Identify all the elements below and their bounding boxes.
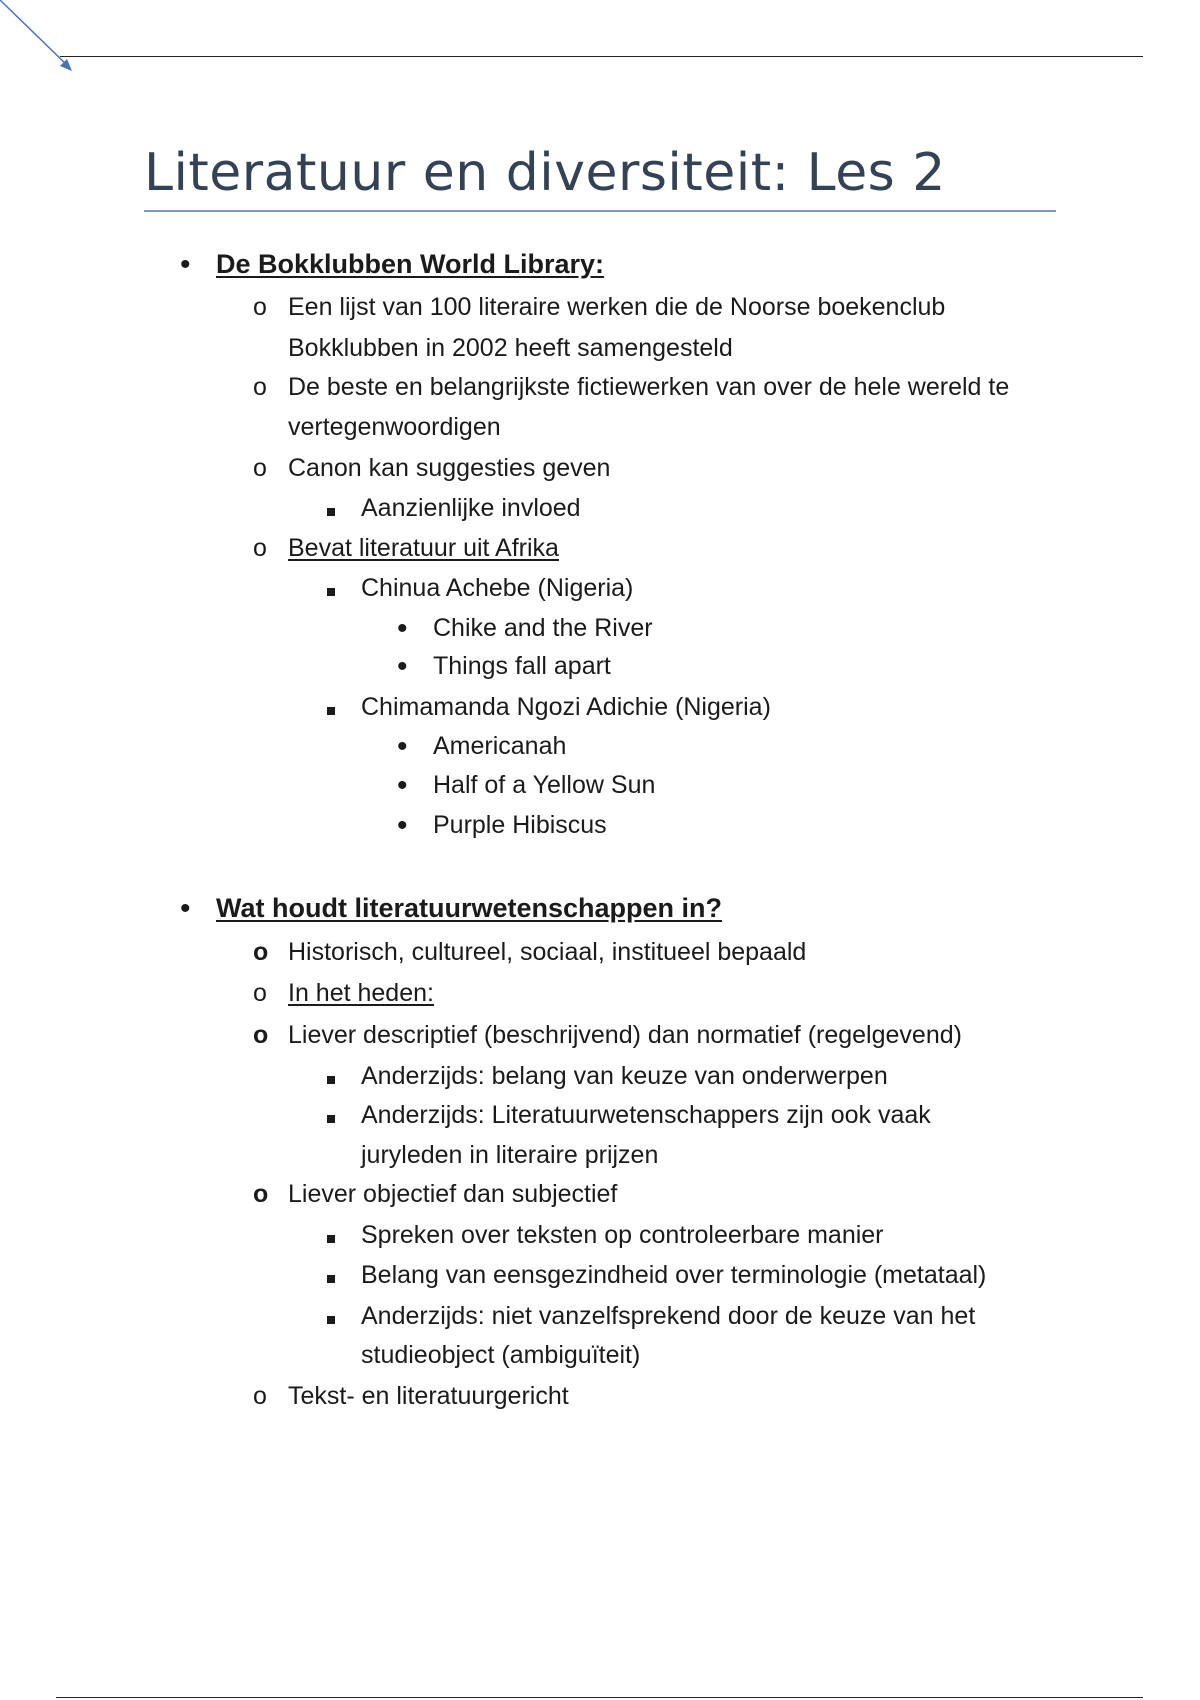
list-subitem-continuation: juryleden in literaire prijzen xyxy=(361,1141,659,1169)
bullet-dot-icon xyxy=(180,249,191,282)
bullet-square-icon xyxy=(327,1316,335,1324)
bullet-dot-icon xyxy=(397,810,408,843)
bullet-square-icon xyxy=(327,707,335,715)
list-item: Liever objectief dan subjectief xyxy=(288,1180,618,1208)
list-item: Liever descriptief (beschrijvend) dan normatief (regelgevend) xyxy=(288,1021,962,1049)
list-item: Historisch, cultureel, sociaal, institueel bepaald xyxy=(288,938,807,966)
work-item: Purple Hibiscus xyxy=(433,811,607,839)
list-subitem: Belang van eensgezindheid over terminologie (metataal) xyxy=(361,1261,987,1289)
bullet-dot-icon xyxy=(180,893,191,926)
bullet-square-icon xyxy=(327,1076,335,1084)
list-item: Een lijst van 100 literaire werken die de Noorse boekenclub xyxy=(288,293,946,321)
bullet-square-icon xyxy=(327,1275,335,1283)
work-item: Half of a Yellow Sun xyxy=(433,771,656,799)
bullet-square-icon xyxy=(327,508,335,516)
bullet-dot-icon xyxy=(397,651,408,684)
bullet-circle-icon: o xyxy=(253,938,269,966)
list-subitem: Aanzienlijke invloed xyxy=(361,494,581,522)
bullet-square-icon xyxy=(327,1235,335,1243)
bullet-circle-icon: o xyxy=(253,1382,267,1410)
footer-rule xyxy=(56,1697,1143,1698)
bullet-dot-icon xyxy=(397,770,408,803)
list-item: Bevat literatuur uit Afrika xyxy=(288,534,559,562)
bullet-dot-icon xyxy=(397,613,408,646)
bullet-circle-icon: o xyxy=(253,979,267,1007)
list-item-continuation: vertegenwoordigen xyxy=(288,413,501,441)
header-rule xyxy=(60,56,1143,57)
bullet-circle-icon: o xyxy=(253,534,267,562)
bullet-circle-icon: o xyxy=(253,373,267,401)
list-subitem: Anderzijds: niet vanzelfsprekend door de keuze van het xyxy=(361,1302,976,1330)
list-subitem: Anderzijds: Literatuurwetenschappers zijn ook vaak xyxy=(361,1101,931,1129)
section-heading: Wat houdt literatuurwetenschappen in? xyxy=(216,893,723,923)
work-item: Things fall apart xyxy=(433,652,611,680)
work-item: Chike and the River xyxy=(433,614,653,642)
list-subitem: Spreken over teksten op controleerbare manier xyxy=(361,1221,884,1249)
author-item: Chinua Achebe (Nigeria) xyxy=(361,574,634,602)
bullet-circle-icon: o xyxy=(253,1180,269,1208)
corner-arrow-icon xyxy=(0,0,90,90)
section-heading: De Bokklubben World Library: xyxy=(216,249,605,279)
list-subitem-continuation: studieobject (ambiguïteit) xyxy=(361,1341,641,1369)
list-item-continuation: Bokklubben in 2002 heeft samengesteld xyxy=(288,334,733,362)
bullet-circle-icon: o xyxy=(253,1021,269,1049)
list-item: Tekst- en literatuurgericht xyxy=(288,1382,569,1410)
list-item: De beste en belangrijkste fictiewerken van over de hele wereld te xyxy=(288,373,1010,401)
list-item: Canon kan suggesties geven xyxy=(288,454,611,482)
page-title: Literatuur en diversiteit: Les 2 xyxy=(144,140,1056,212)
bullet-square-icon xyxy=(327,1115,335,1123)
bullet-circle-icon: o xyxy=(253,454,267,482)
bullet-circle-icon: o xyxy=(253,293,267,321)
list-subitem: Anderzijds: belang van keuze van onderwerpen xyxy=(361,1062,888,1090)
work-item: Americanah xyxy=(433,732,567,760)
author-item: Chimamanda Ngozi Adichie (Nigeria) xyxy=(361,693,771,721)
bullet-square-icon xyxy=(327,588,335,596)
bullet-dot-icon xyxy=(397,731,408,764)
list-item: In het heden: xyxy=(288,979,434,1007)
